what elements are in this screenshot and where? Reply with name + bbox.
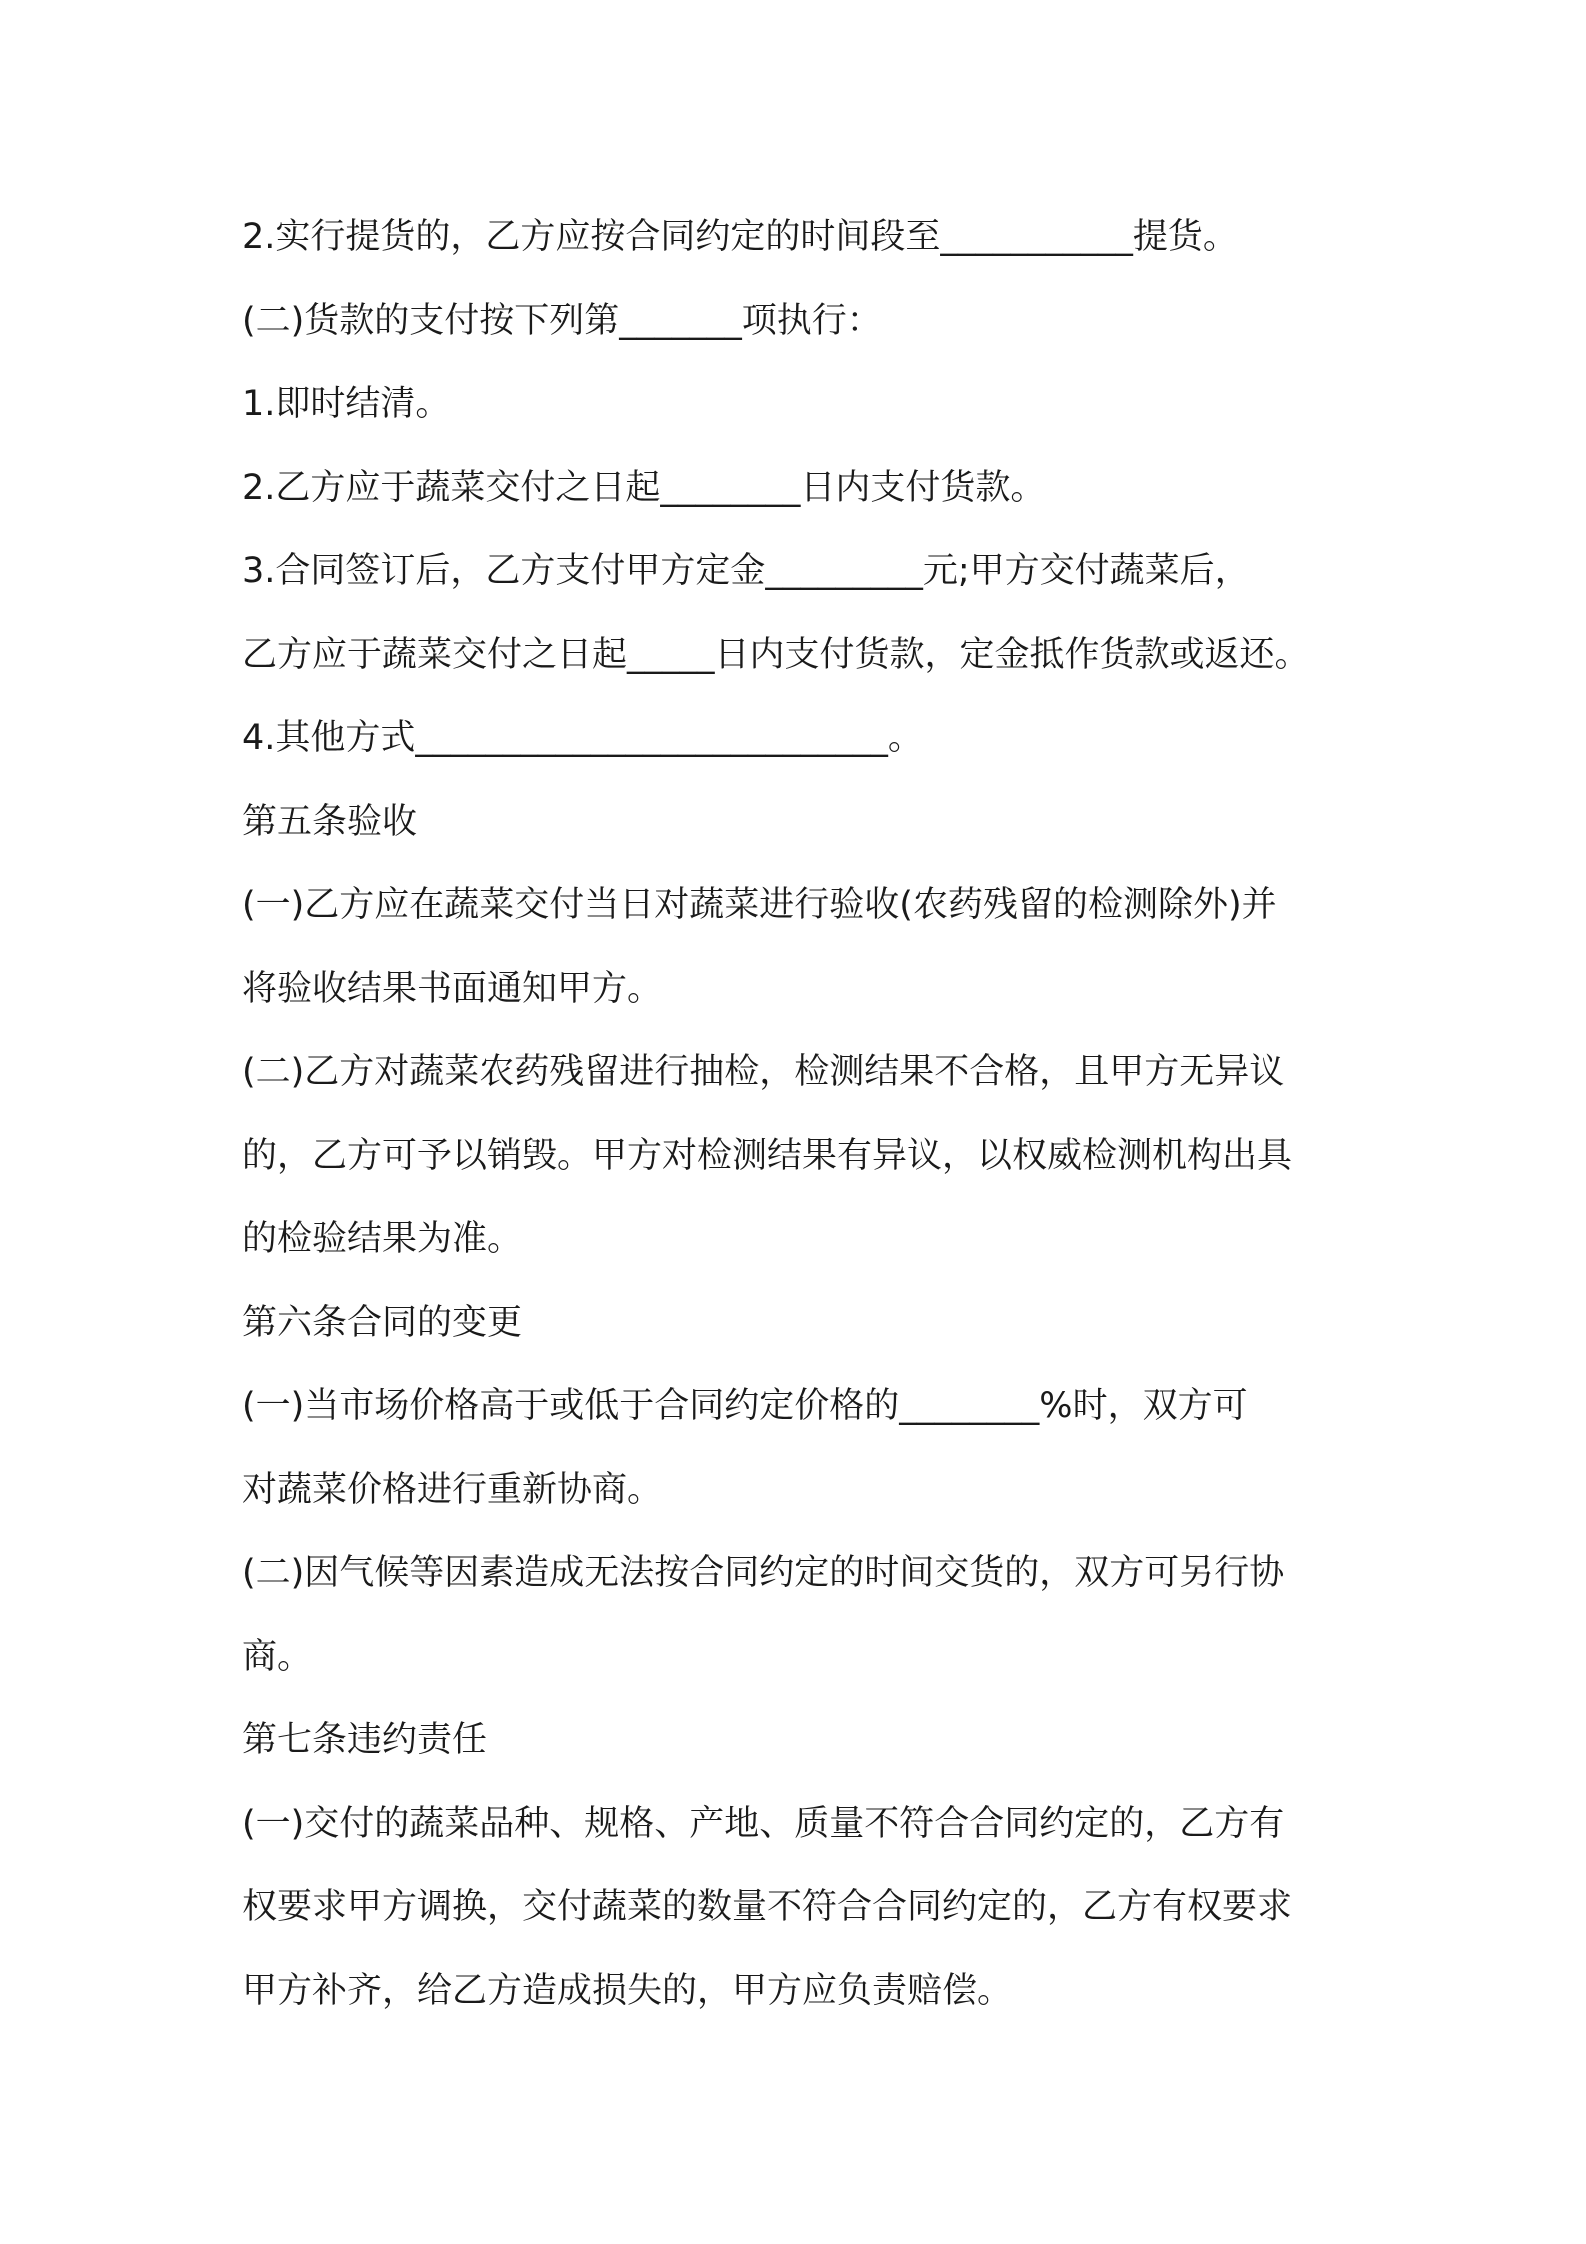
text-line: 3.合同签订后，乙方支付甲方定金_________元;甲方交付蔬菜后， <box>242 551 1250 591</box>
text-line: 权要求甲方调换，交付蔬菜的数量不符合合同约定的，乙方有权要求 <box>242 1887 1293 1927</box>
text-line: 2.乙方应于蔬菜交付之日起________日内支付货款。 <box>242 467 1046 508</box>
text-line: 的，乙方可予以销毁。甲方对检测结果有异议，以权威检测机构出具 <box>242 1135 1293 1176</box>
text-line: (二)乙方对蔬菜农药残留进行抽检，检测结果不合格，且甲方无异议 <box>242 1052 1285 1092</box>
text-line: (二)货款的支付按下列第_______项执行： <box>242 300 882 341</box>
text-line: 2.实行提货的，乙方应按合同约定的时间段至___________提货。 <box>242 217 1238 257</box>
text-line: 甲方补齐，给乙方造成损失的，甲方应负责赔偿。 <box>242 1970 1013 2011</box>
section-heading: 第六条合同的变更 <box>242 1302 523 1343</box>
text-line: 对蔬菜价格进行重新协商。 <box>242 1469 663 1510</box>
section-heading: 第七条违约责任 <box>242 1720 488 1760</box>
text-line: 乙方应于蔬菜交付之日起_____日内支付货款，定金抵作货款或返还。 <box>242 634 1310 675</box>
text-line: 商。 <box>242 1636 313 1677</box>
text-line: 将验收结果书面通知甲方。 <box>242 968 663 1009</box>
text-line: (一)当市场价格高于或低于合同约定价格的________%时，双方可 <box>242 1386 1248 1426</box>
document-body <box>242 196 1382 2033</box>
text-line: (一)乙方应在蔬菜交付当日对蔬菜进行验收(农药残留的检测除外)并 <box>242 885 1277 925</box>
text-line: (一)交付的蔬菜品种、规格、产地、质量不符合合同约定的，乙方有 <box>242 1803 1285 1844</box>
text-line: 的检验结果为准。 <box>242 1219 523 1259</box>
section-heading: 第五条验收 <box>242 801 418 842</box>
text-line: (二)因气候等因素造成无法按合同约定的时间交货的，双方可另行协 <box>242 1553 1285 1593</box>
text-line: 4.其他方式___________________________。 <box>242 718 923 758</box>
text-line: 1.即时结清。 <box>242 384 451 424</box>
